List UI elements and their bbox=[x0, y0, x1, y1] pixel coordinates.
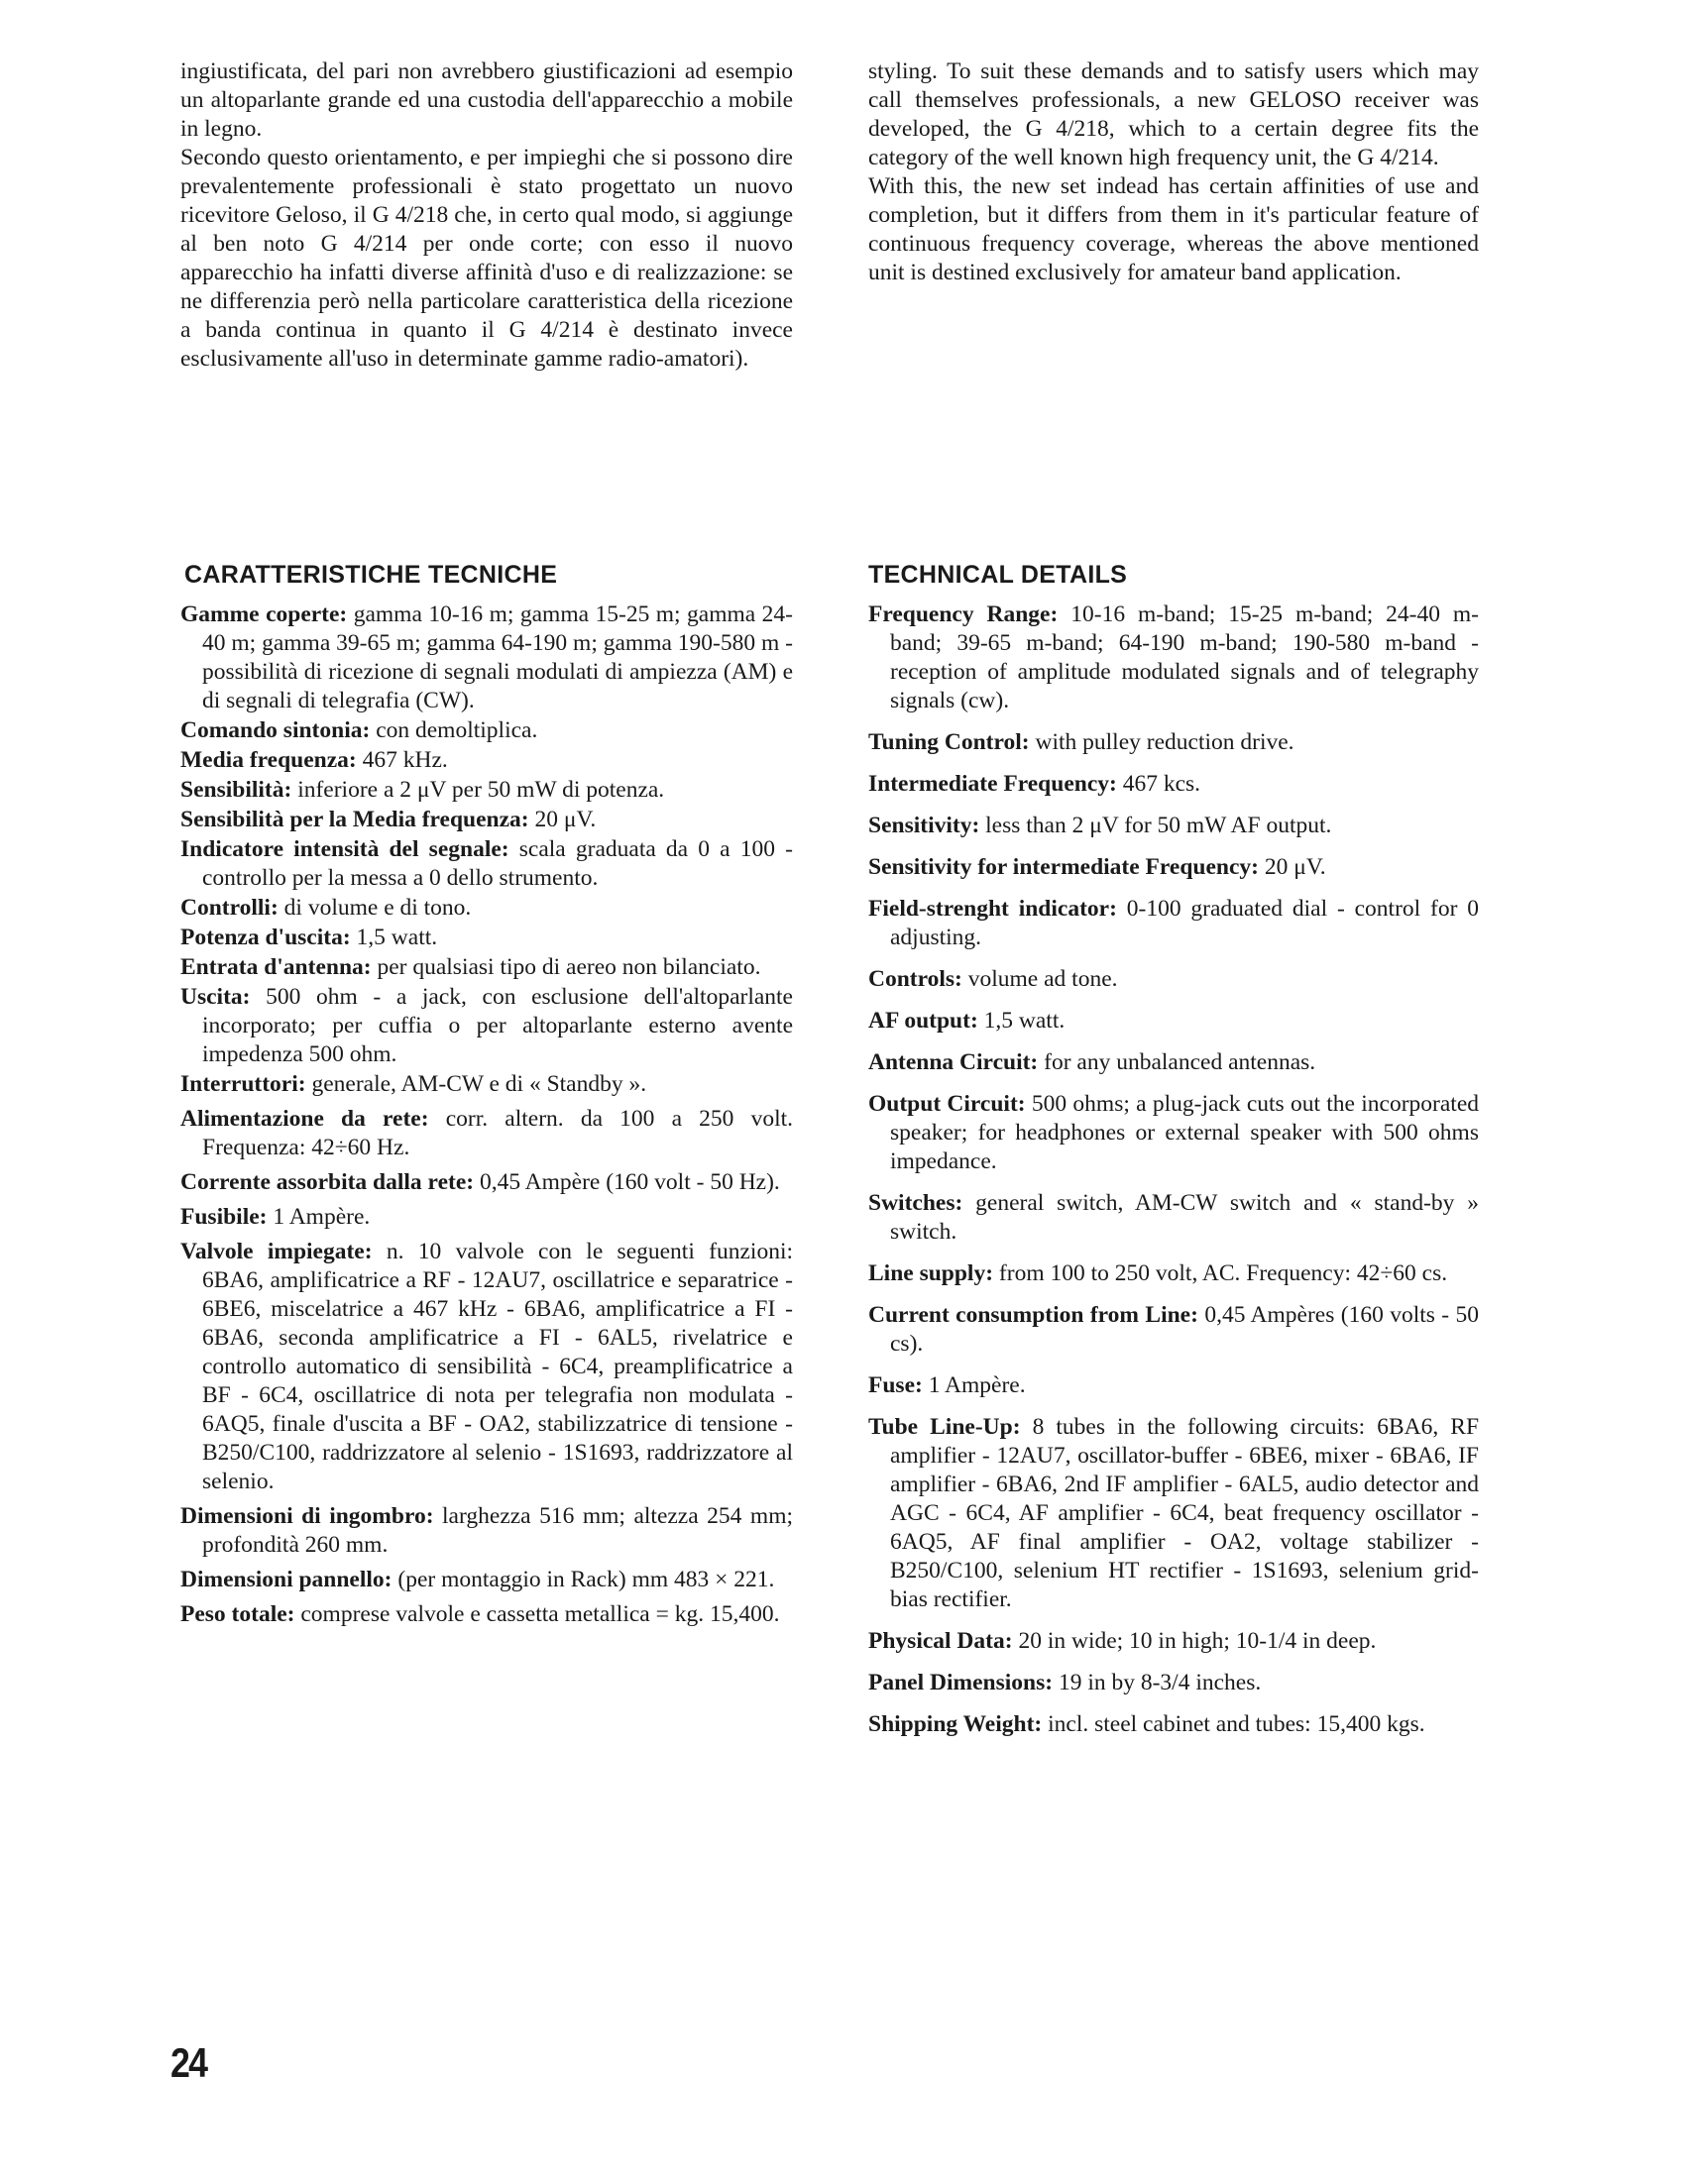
spec-item bbox=[180, 776, 793, 805]
spec-item bbox=[868, 1710, 1479, 1739]
spec-value: larghezza 516 mm; altezza 254 mm; profondità 260 mm. bbox=[202, 1503, 793, 1558]
spec-item bbox=[868, 812, 1479, 840]
italian-intro bbox=[180, 57, 793, 374]
spec-value: 20 in wide; 10 in high; 10-1/4 in deep. bbox=[1018, 1628, 1377, 1654]
spec-item bbox=[180, 894, 793, 923]
spec-item bbox=[180, 953, 793, 982]
spec-label: Field-strenght indicator: bbox=[868, 896, 1117, 922]
spec-item bbox=[180, 716, 793, 745]
spec-label: Interruttori: bbox=[180, 1071, 306, 1097]
english-specs-list bbox=[868, 601, 1479, 1752]
spec-value: gamma 10-16 m; gamma 15-25 m; gamma 24-40 m; gamma 39-65 m; gamma 64-190 m; gamma 190-580 m - possibilità di ricezione di segnali modulati di ampiezza (AM) e di segnali di telegrafia (CW). bbox=[202, 601, 793, 713]
spec-label: Potenza d'uscita: bbox=[180, 925, 351, 950]
spec-item bbox=[868, 853, 1479, 882]
spec-label: Output Circuit: bbox=[868, 1091, 1026, 1117]
intro-paragraph: styling. To suit these demands and to satisfy users which may call themselves professionals, a new GELOSO receiver was developed, the G 4/218, which to a certain degree fits the category of the well known high frequency unit, the G 4/214. bbox=[868, 58, 1479, 170]
spec-label: Intermediate Frequency: bbox=[868, 771, 1117, 797]
spec-label: Current consumption from Line: bbox=[868, 1302, 1198, 1328]
spec-value: from 100 to 250 volt, AC. Frequency: 42÷60 cs. bbox=[998, 1260, 1448, 1286]
spec-value: 20 μV. bbox=[534, 807, 597, 832]
intro-paragraph: ingiustificata, del pari non avrebbero giustificazioni ad esempio un altoparlante grande ed una custodia dell'apparecchio a mobile in legno. bbox=[180, 58, 793, 142]
spec-value: (per montaggio in Rack) mm 483 × 221. bbox=[397, 1567, 775, 1592]
spec-value: with pulley reduction drive. bbox=[1035, 729, 1294, 755]
spec-value: corr. altern. da 100 a 250 volt. Frequenza: 42÷60 Hz. bbox=[202, 1106, 794, 1160]
spec-label: Sensitivity: bbox=[868, 813, 980, 838]
spec-label: Media frequenza: bbox=[180, 747, 357, 773]
spec-value: 0-100 graduated dial - control for 0 adjusting. bbox=[890, 896, 1479, 950]
spec-item bbox=[868, 1048, 1479, 1077]
spec-label: Valvole impiegate: bbox=[180, 1239, 373, 1264]
spec-value: for any unbalanced antennas. bbox=[1044, 1049, 1316, 1075]
spec-label: Corrente assorbita dalla rete: bbox=[180, 1169, 475, 1195]
spec-item bbox=[868, 965, 1479, 994]
spec-item bbox=[180, 746, 793, 775]
spec-value: 467 kcs. bbox=[1122, 771, 1201, 797]
spec-item bbox=[180, 835, 793, 893]
spec-value: per qualsiasi tipo di aereo non bilanciato. bbox=[377, 954, 761, 980]
spec-label: Line supply: bbox=[868, 1260, 994, 1286]
spec-value: incl. steel cabinet and tubes: 15,400 kgs. bbox=[1048, 1711, 1425, 1737]
spec-label: Indicatore intensità del segnale: bbox=[180, 836, 509, 862]
spec-label: Alimentazione da rete: bbox=[180, 1106, 429, 1132]
spec-label: Physical Data: bbox=[868, 1628, 1013, 1654]
spec-value: comprese valvole e cassetta metallica = kg. 15,400. bbox=[300, 1601, 780, 1627]
spec-item bbox=[180, 1168, 793, 1197]
intro-paragraph: With this, the new set indead has certain affinities of use and completion, but it differs from them in it's particular feature of continuous frequency coverage, whereas the above mentioned unit is destined exclusively for amateur band application. bbox=[868, 173, 1479, 285]
spec-label: Sensitivity for intermediate Frequency: bbox=[868, 854, 1259, 880]
spec-item bbox=[868, 1669, 1479, 1697]
spec-value: general switch, AM-CW switch and « stand-by » switch. bbox=[890, 1190, 1480, 1245]
spec-item bbox=[868, 1007, 1479, 1036]
english-heading: TECHNICAL DETAILS bbox=[868, 561, 1128, 589]
spec-item bbox=[868, 1627, 1479, 1656]
spec-label: Panel Dimensions: bbox=[868, 1670, 1054, 1695]
spec-label: Controlli: bbox=[180, 895, 279, 921]
spec-value: di volume e di tono. bbox=[283, 895, 472, 921]
spec-value: 500 ohms; a plug-jack cuts out the incorporated speaker; for headphones or external speaker with 500 ohms impedance. bbox=[890, 1091, 1480, 1174]
spec-label: Sensibilità per la Media frequenza: bbox=[180, 807, 529, 832]
spec-value: 467 kHz. bbox=[362, 747, 448, 773]
spec-item bbox=[868, 1259, 1479, 1288]
page-number: 24 bbox=[170, 2039, 207, 2086]
spec-item bbox=[180, 1238, 793, 1496]
spec-value: 0,45 Ampère (160 volt - 50 Hz). bbox=[479, 1169, 780, 1195]
spec-item bbox=[868, 1413, 1479, 1614]
spec-item bbox=[180, 1105, 793, 1162]
spec-value: 1,5 watt. bbox=[356, 925, 438, 950]
spec-item bbox=[180, 983, 793, 1069]
spec-label: Sensibilità: bbox=[180, 777, 292, 803]
spec-value: 500 ohm - a jack, con esclusione dell'altoparlante incorporato; per cuffia o per altoparlante esterno avente impedenza 500 ohm. bbox=[202, 984, 793, 1067]
spec-item bbox=[868, 770, 1479, 799]
spec-value: n. 10 valvole con le seguenti funzioni: 6BA6, amplificatrice a RF - 12AU7, oscillatrice e separatrice - 6BE6, miscelatrice a 467 kHz - 6BA6, amplificatrice a FI - 6BA6, seconda amplificatrice a FI - 6AL5, rivelatrice e controllo automatico di sensibilità - 6C4, preamplificatrice a BF - 6C4, oscillatrice di nota per telegrafia non modulata - 6AQ5, finale d'uscita a BF - OA2, stabilizzatrice di tensione - B250/C100, raddrizzatore al selenio - 1S1693, raddrizzatore al selenio. bbox=[202, 1239, 793, 1494]
spec-value: 20 μV. bbox=[1264, 854, 1326, 880]
spec-value: 1,5 watt. bbox=[983, 1008, 1066, 1034]
spec-label: AF output: bbox=[868, 1008, 978, 1034]
spec-item bbox=[868, 1189, 1479, 1247]
spec-value: inferiore a 2 μV per 50 mW di potenza. bbox=[297, 777, 665, 803]
spec-label: Entrata d'antenna: bbox=[180, 954, 372, 980]
spec-label: Gamme coperte: bbox=[180, 601, 348, 627]
spec-value: volume ad tone. bbox=[967, 966, 1118, 992]
intro-paragraph: Secondo questo orientamento, e per impieghi che si possono dire prevalentemente professionali è stato progettato un nuovo ricevitore Geloso, il G 4/218 che, in certo qual modo, si aggiunge al ben noto G 4/214 per onde corte; con esso il nuovo apparecchio ha infatti diverse affinità d'uso e di realizzazione: se ne differenzia però nella particolare caratteristica della ricezione a banda continua in quanto il G 4/214 è destinato invece esclusivamente all'uso in determinate gamme radio-amatori). bbox=[180, 145, 793, 372]
spec-label: Fuse: bbox=[868, 1372, 923, 1398]
spec-value: 0,45 Ampères (160 volts - 50 cs). bbox=[890, 1302, 1480, 1357]
english-intro bbox=[868, 57, 1479, 287]
spec-item bbox=[180, 1070, 793, 1099]
spec-value: 8 tubes in the following circuits: 6BA6, RF amplifier - 12AU7, oscillator-buffer - 6BE6, mixer - 6BA6, IF amplifier - 6BA6, 2nd IF amplifier - 6AL5, audio detector and AGC - 6C4, AF amplifier - 6C4, beat frequency oscillator - 6AQ5, AF final amplifier - OA2, voltage stabilizer - B250/C100, selenium HT rectifier - 1S1693, selenium grid-bias rectifier. bbox=[890, 1414, 1480, 1612]
spec-label: Fusibile: bbox=[180, 1204, 268, 1230]
spec-item bbox=[180, 1203, 793, 1232]
spec-value: con demoltiplica. bbox=[376, 717, 538, 743]
spec-item bbox=[868, 728, 1479, 757]
spec-label: Uscita: bbox=[180, 984, 251, 1010]
spec-item bbox=[180, 1600, 793, 1629]
spec-item bbox=[180, 601, 793, 715]
italian-heading: CARATTERISTICHE TECNICHE bbox=[184, 561, 558, 589]
spec-value: 10-16 m-band; 15-25 m-band; 24-40 m-band; 39-65 m-band; 64-190 m-band; 190-580 m-band - reception of amplitude modulated signals and of telegraphy signals (cw). bbox=[890, 601, 1480, 713]
spec-item bbox=[180, 1566, 793, 1594]
spec-label: Shipping Weight: bbox=[868, 1711, 1043, 1737]
spec-item bbox=[180, 1502, 793, 1560]
spec-item bbox=[868, 895, 1479, 952]
spec-label: Comando sintonia: bbox=[180, 717, 371, 743]
spec-label: Dimensioni pannello: bbox=[180, 1567, 393, 1592]
spec-label: Dimensioni di ingombro: bbox=[180, 1503, 434, 1529]
spec-label: Antenna Circuit: bbox=[868, 1049, 1039, 1075]
spec-label: Frequency Range: bbox=[868, 601, 1059, 627]
spec-value: scala graduata da 0 a 100 - controllo per la messa a 0 dello strumento. bbox=[202, 836, 793, 891]
spec-item bbox=[868, 1371, 1479, 1400]
spec-value: less than 2 μV for 50 mW AF output. bbox=[985, 813, 1332, 838]
spec-value: 19 in by 8-3/4 inches. bbox=[1058, 1670, 1262, 1695]
spec-label: Controls: bbox=[868, 966, 962, 992]
spec-value: 1 Ampère. bbox=[273, 1204, 371, 1230]
spec-label: Tube Line-Up: bbox=[868, 1414, 1021, 1440]
spec-label: Switches: bbox=[868, 1190, 963, 1216]
spec-label: Tuning Control: bbox=[868, 729, 1030, 755]
spec-item bbox=[868, 601, 1479, 715]
spec-item bbox=[868, 1301, 1479, 1359]
spec-item bbox=[868, 1090, 1479, 1176]
spec-item bbox=[180, 924, 793, 952]
italian-specs-list bbox=[180, 601, 793, 1630]
spec-value: 1 Ampère. bbox=[928, 1372, 1026, 1398]
spec-label: Peso totale: bbox=[180, 1601, 295, 1627]
spec-value: generale, AM-CW e di « Standby ». bbox=[311, 1071, 647, 1097]
spec-item bbox=[180, 806, 793, 834]
